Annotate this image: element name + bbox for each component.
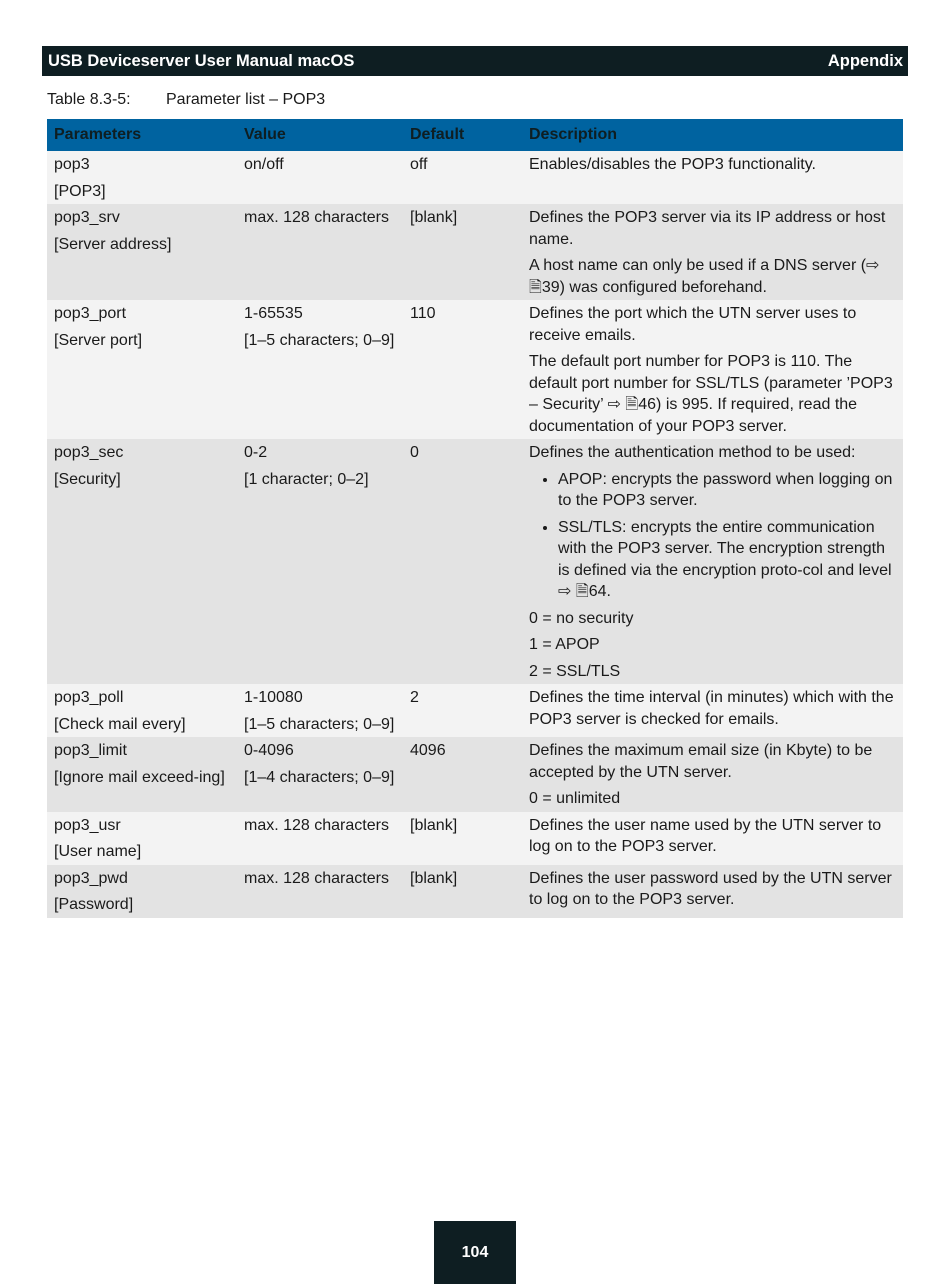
parameter-label: [Password] <box>54 896 134 913</box>
parameter-cell <box>47 204 237 300</box>
default-cell <box>403 865 522 918</box>
parameter-table <box>47 119 903 918</box>
page-header <box>42 46 908 76</box>
value-text: [1 character; 0–2] <box>244 470 369 488</box>
value-text: 1-65535 <box>244 305 303 322</box>
table-row <box>47 684 903 737</box>
table-caption <box>47 91 325 109</box>
description-text: Enables/disables the POP3 functionality. <box>529 156 816 173</box>
parameter-cell <box>47 812 237 865</box>
description-cell <box>522 204 903 300</box>
manual-title: USB Deviceserver User Manual macOS <box>48 51 355 70</box>
default-value: 2 <box>410 689 419 706</box>
parameter-cell <box>47 439 237 684</box>
header-value: Value <box>237 119 403 151</box>
description-bullet: • SSL/TLS: encrypts the entire communication with the POP3 server. The encryption strength is defined via the encryption proto-col and level ⇨ 🗎64. <box>558 517 896 603</box>
description-cell <box>522 812 903 865</box>
table-title: Parameter list – POP3 <box>166 91 326 108</box>
description-text: The default port number for POP3 is 110. The default port number for SSL/TLS (parameter ’POP3 – Security’ ⇨ 🗎46) is 995. If required, read the documentation of your POP3 server. <box>529 353 893 435</box>
parameter-label: [Server address] <box>54 235 172 253</box>
value-text: 1-10080 <box>244 689 303 706</box>
parameter-cell <box>47 151 237 204</box>
description-bullet: • APOP: encrypts the password when logging on to the POP3 server. <box>558 469 896 512</box>
description-text: Defines the user password used by the UTN server to log on to the POP3 server. <box>529 869 892 908</box>
description-text: Defines the maximum email size (in Kbyte) to be accepted by the UTN server. <box>529 742 873 781</box>
value-text: [1–4 characters; 0–9] <box>244 768 395 786</box>
parameter-cell <box>47 737 237 812</box>
default-value: 0 <box>410 444 419 461</box>
page-number-box <box>434 1221 516 1284</box>
default-cell <box>403 684 522 737</box>
description-cell <box>522 439 903 684</box>
default-cell <box>403 151 522 204</box>
value-cell <box>237 812 403 865</box>
default-value: [blank] <box>410 869 458 887</box>
description-text: Defines the authentication method to be used: <box>529 444 856 461</box>
table-row <box>47 737 903 812</box>
parameter-name: pop3_limit <box>54 742 127 759</box>
value-cell <box>237 151 403 204</box>
value-cell <box>237 737 403 812</box>
parameter-label: [Check mail every] <box>54 715 186 733</box>
default-value: 4096 <box>410 742 446 759</box>
parameter-label: [User name] <box>54 843 142 860</box>
parameter-label: [POP3] <box>54 182 106 200</box>
parameter-cell <box>47 865 237 918</box>
table-row <box>47 151 903 204</box>
table-row <box>47 812 903 865</box>
description-bullet-list <box>529 469 896 603</box>
parameter-name: pop3_usr <box>54 816 121 834</box>
value-text: max. 128 characters <box>244 869 389 887</box>
parameter-name: pop3_port <box>54 305 127 322</box>
header-parameters: Parameters <box>47 119 237 151</box>
parameter-name: pop3 <box>54 156 90 173</box>
table-header-row <box>47 119 903 151</box>
default-cell <box>403 204 522 300</box>
table-row <box>47 439 903 684</box>
parameter-label: [Ignore mail exceed-ing] <box>54 768 225 786</box>
description-text: Defines the time interval (in minutes) which with the POP3 server is checked for emails. <box>529 689 894 728</box>
value-cell <box>237 300 403 439</box>
value-text: on/off <box>244 156 284 173</box>
parameter-name: pop3_pwd <box>54 869 128 887</box>
description-text: Defines the port which the UTN server uses to receive emails. <box>529 305 857 344</box>
default-cell <box>403 812 522 865</box>
table-row <box>47 204 903 300</box>
page-number: 104 <box>461 1243 489 1261</box>
value-text: max. 128 characters <box>244 209 389 226</box>
value-cell <box>237 439 403 684</box>
default-cell <box>403 439 522 684</box>
value-text: [1–5 characters; 0–9] <box>244 715 395 733</box>
table-row <box>47 300 903 439</box>
value-text: max. 128 characters <box>244 816 389 834</box>
value-cell <box>237 865 403 918</box>
default-value: [blank] <box>410 816 458 834</box>
header-description: Description <box>522 119 903 151</box>
section-title: Appendix <box>827 51 903 70</box>
default-cell <box>403 300 522 439</box>
description-cell <box>522 737 903 812</box>
default-value: [blank] <box>410 209 458 226</box>
value-cell <box>237 204 403 300</box>
default-value: 110 <box>410 305 436 322</box>
default-cell <box>403 737 522 812</box>
parameter-name: pop3_srv <box>54 209 120 226</box>
description-text: Defines the user name used by the UTN server to log on to the POP3 server. <box>529 816 882 855</box>
value-text: 0-4096 <box>244 742 294 759</box>
parameter-name: pop3_poll <box>54 689 124 706</box>
table-body <box>47 151 903 918</box>
value-cell <box>237 684 403 737</box>
description-text: 0 = no security <box>529 609 634 627</box>
value-text: 0-2 <box>244 444 268 461</box>
description-cell <box>522 300 903 439</box>
description-text: 0 = unlimited <box>529 790 621 807</box>
description-text: 2 = SSL/TLS <box>529 662 621 680</box>
parameter-cell <box>47 300 237 439</box>
table-number: Table 8.3-5: <box>47 91 131 108</box>
table-row <box>47 865 903 918</box>
description-text: 1 = APOP <box>529 636 600 653</box>
parameter-label: [Security] <box>54 470 121 488</box>
description-cell <box>522 151 903 204</box>
parameter-name: pop3_sec <box>54 444 124 461</box>
value-text: [1–5 characters; 0–9] <box>244 331 395 349</box>
description-cell <box>522 684 903 737</box>
header-default: Default <box>403 119 522 151</box>
default-value: off <box>410 156 428 173</box>
parameter-cell <box>47 684 237 737</box>
description-cell <box>522 865 903 918</box>
description-text: Defines the POP3 server via its IP address or host name. <box>529 209 886 248</box>
description-text: A host name can only be used if a DNS server (⇨ 🗎39) was configured beforehand. <box>529 257 880 296</box>
parameter-label: [Server port] <box>54 331 143 349</box>
